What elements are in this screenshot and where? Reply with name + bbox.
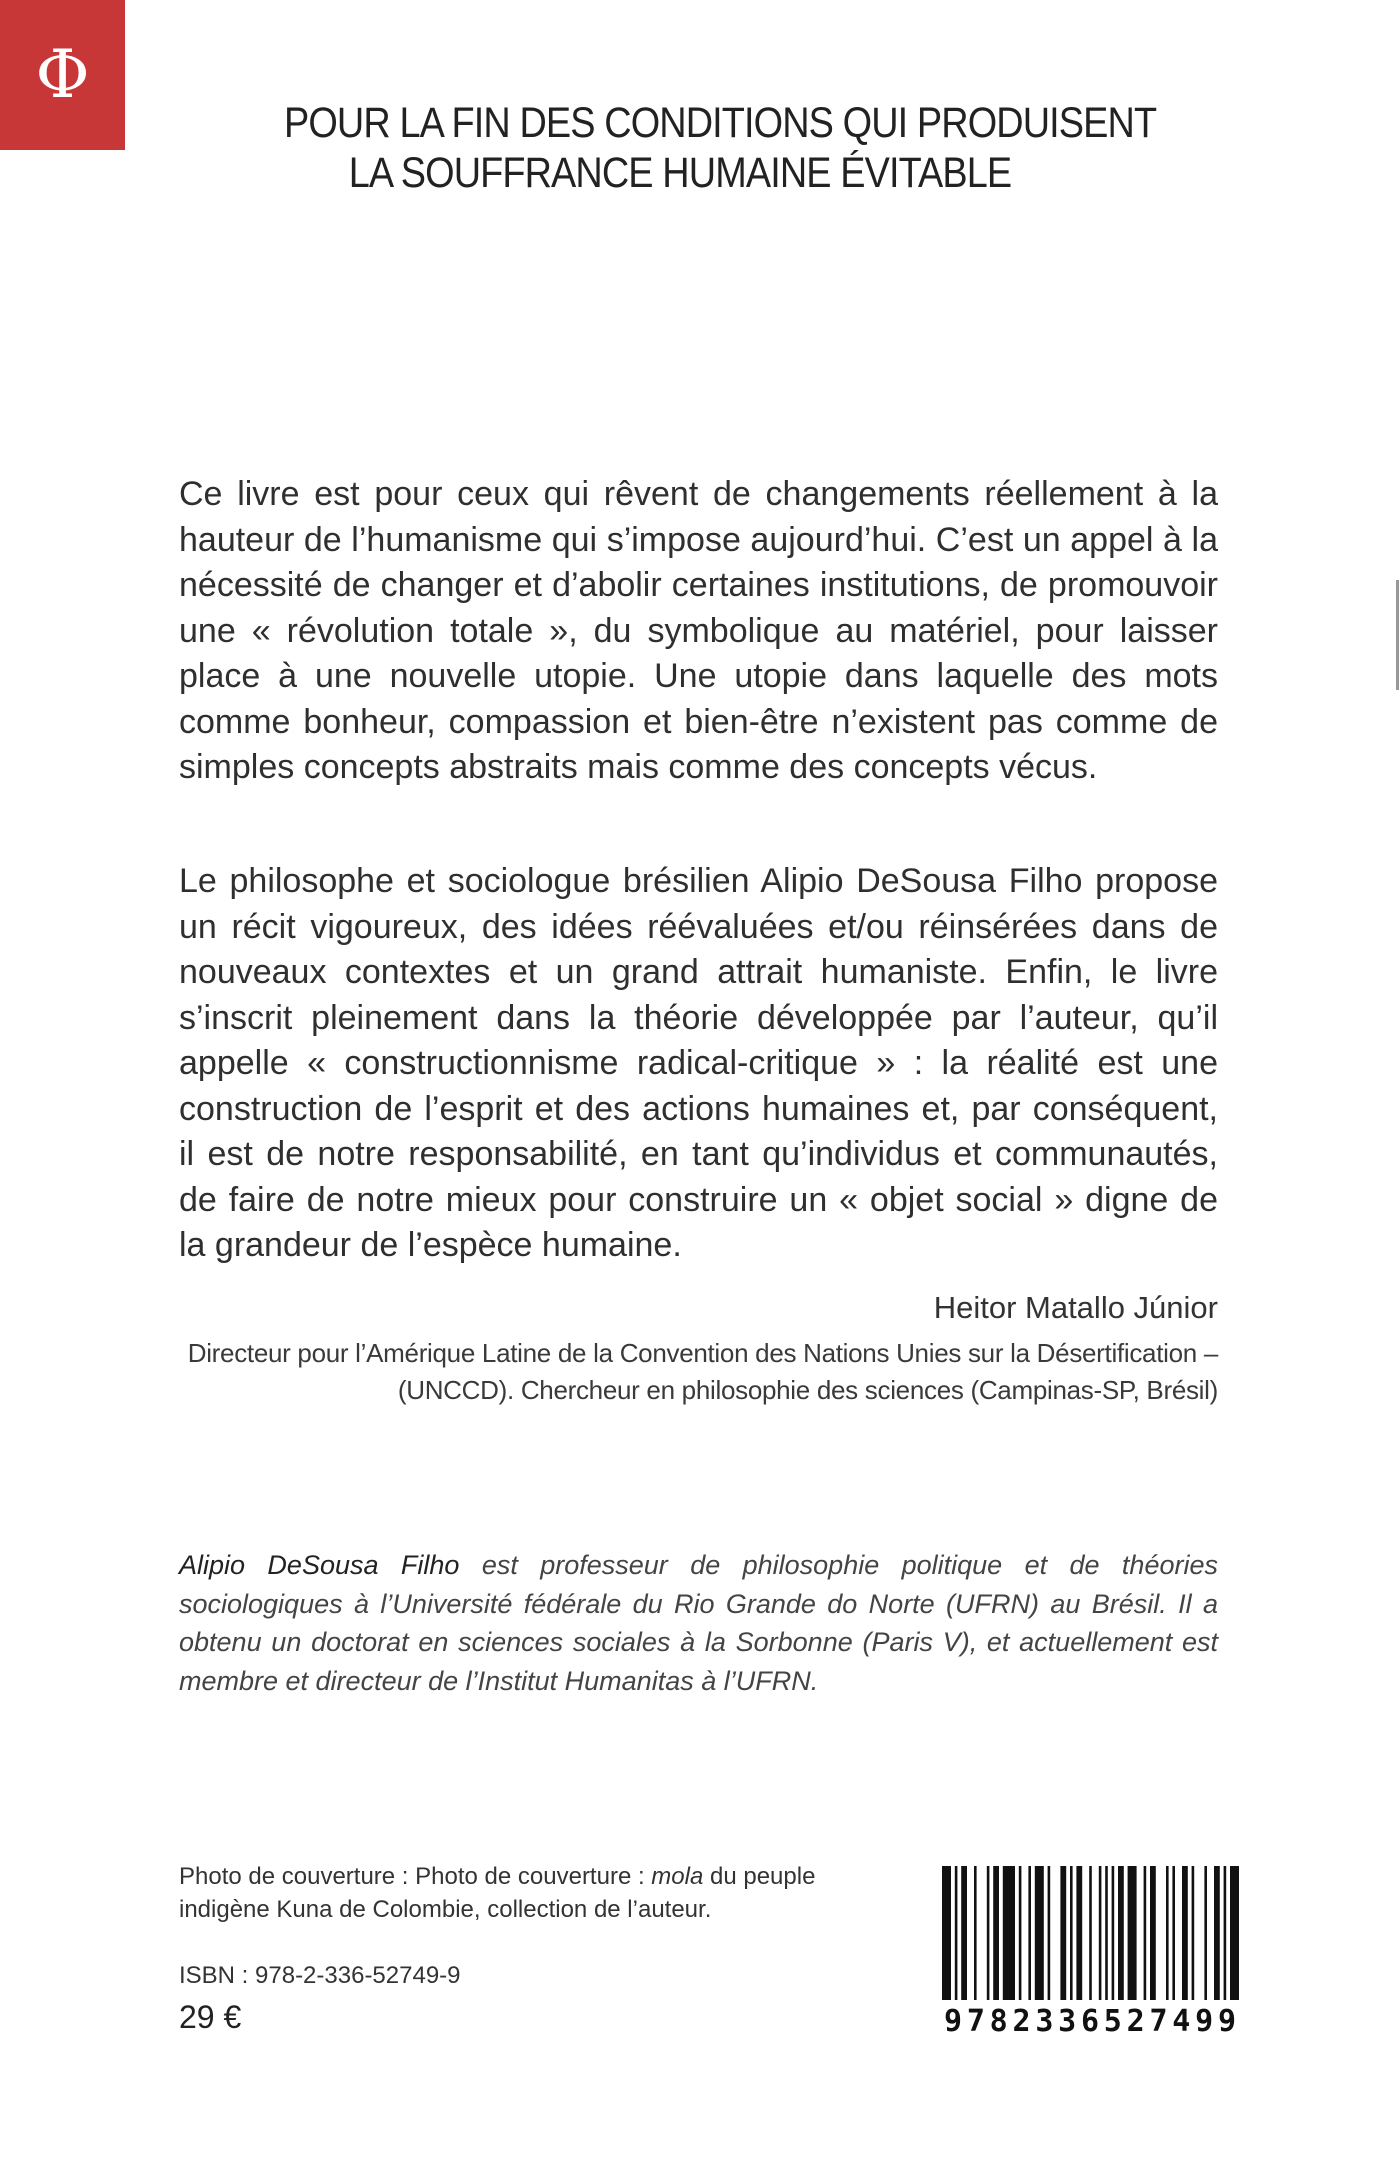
blurb-paragraph-1 bbox=[179, 472, 1218, 791]
cover-photo-credit bbox=[179, 1860, 879, 1926]
barcode-bar bbox=[955, 1866, 958, 2000]
barcode-bar bbox=[1076, 1866, 1082, 2000]
barcode-digit: 5 bbox=[1103, 2004, 1122, 2039]
book-title bbox=[284, 98, 1157, 199]
barcode-digit: 8 bbox=[989, 2004, 1008, 2039]
barcode-bar bbox=[993, 1866, 999, 2000]
isbn: ISBN : 978-2-336-52749-9 bbox=[179, 1962, 461, 1989]
blurb-paragraph-2-text: Le philosophe et sociologue brésilien Alipio DeSousa Filho propose un récit vigoureux, des idées réévaluées et/ou réinsérées dans de nouveaux contextes et un grand attrait humaniste. Enfin, le livre s’inscrit pleinement dans la théorie développée par l’auteur, qu’il appelle « constructionnisme radical-critique » : la réalité est une construction de l’esprit et des actions humaines et, par conséquent, il est de notre responsabilité, en tant qu’individus et communautés, de faire de notre mieux pour construire un « objet social » digne de la grandeur de l’espèce humaine. bbox=[179, 862, 1218, 1264]
barcode-bar bbox=[1150, 1866, 1156, 2000]
barcode-bar bbox=[1128, 1866, 1137, 2000]
author-name: Alipio DeSousa Filho bbox=[179, 1550, 460, 1580]
barcode-bar bbox=[1035, 1866, 1044, 2000]
barcode-bars bbox=[940, 1866, 1240, 2006]
blurb-paragraph-2 bbox=[179, 859, 1218, 1269]
barcode-digit: 7 bbox=[1149, 2004, 1168, 2039]
barcode-digit: 9 bbox=[1217, 2004, 1236, 2039]
price: 29 € bbox=[179, 1999, 242, 2035]
barcode-bar bbox=[1105, 1866, 1108, 2000]
signature-role: Directeur pour l’Amérique Latine de la Convention des Nations Unies sur la Désertification – (UNCCD). Chercheur en philosophie des sciences (Campinas-SP, Brésil) bbox=[187, 1338, 1218, 1405]
author-bio bbox=[179, 1546, 1218, 1700]
barcode-bar bbox=[1204, 1866, 1207, 2000]
barcode-bar bbox=[1166, 1866, 1169, 2000]
barcode bbox=[940, 1866, 1240, 2041]
barcode-digit: 3 bbox=[1035, 2004, 1054, 2039]
barcode-bar bbox=[1214, 1866, 1220, 2000]
barcode-bar bbox=[974, 1866, 977, 2000]
barcode-digit: 2 bbox=[1126, 2004, 1145, 2039]
barcode-digit: 9 bbox=[1195, 2004, 1214, 2039]
barcode-bar bbox=[1192, 1866, 1195, 2000]
barcode-digit: 9 bbox=[944, 2004, 963, 2039]
barcode-bar bbox=[1099, 1866, 1102, 2000]
barcode-bar bbox=[1224, 1866, 1227, 2000]
signature-name: Heitor Matallo Júnior bbox=[933, 1290, 1218, 1325]
title-line-2: LA SOUFFRANCE HUMAINE ÉVITABLE bbox=[348, 149, 1012, 198]
barcode-bar bbox=[1070, 1866, 1073, 2000]
credit-prefix: Photo de couverture : Photo de couverture : bbox=[179, 1863, 652, 1890]
blurb-paragraph-1-text: Ce livre est pour ceux qui rêvent de changements réellement à la hauteur de l’humanisme qui s’impose aujourd’hui. C’est un appel à la nécessité de changer et d’abolir certaines institutions, de promouvoir une « révolution totale », du symbolique au matériel, pour laisser place à une nouvelle utopie. Une utopie dans laquelle des mots comme bonheur, compassion et bien-être n’existent pas comme de simples concepts abstraits mais comme des concepts vécus. bbox=[179, 475, 1218, 786]
barcode-bar bbox=[1028, 1866, 1031, 2000]
barcode-bar bbox=[1144, 1866, 1147, 2000]
barcode-digit: 4 bbox=[1172, 2004, 1191, 2039]
barcode-bar bbox=[961, 1866, 967, 2000]
edge-mark bbox=[1396, 580, 1399, 690]
barcode-digit: 2 bbox=[1012, 2004, 1031, 2039]
barcode-bar bbox=[1089, 1866, 1092, 2000]
author-bio-text: est professeur de philosophie politique et de théories sociologiques à l’Université fédérale du Rio Grande do Norte (UFRN) au Brésil. Il a obtenu un doctorat en sciences sociales à la Sorbonne (Paris V), et actuellement est membre et directeur de l’Institut Humanitas à l’UFRN. bbox=[179, 1550, 1218, 1696]
publisher-logo bbox=[0, 0, 125, 150]
barcode-bar bbox=[1182, 1866, 1188, 2000]
barcode-bar bbox=[942, 1866, 951, 2000]
barcode-digit: 6 bbox=[1080, 2004, 1100, 2039]
barcode-bar bbox=[1112, 1866, 1115, 2000]
barcode-bar bbox=[1003, 1866, 1015, 2000]
barcode-digits bbox=[940, 2004, 1240, 2039]
barcode-bar bbox=[1048, 1866, 1051, 2000]
barcode-bar bbox=[1060, 1866, 1066, 2000]
barcode-bar bbox=[1230, 1866, 1239, 2000]
title-line-1: POUR LA FIN DES CONDITIONS QUI PRODUISENT bbox=[284, 99, 1157, 147]
barcode-bar bbox=[1118, 1866, 1124, 2000]
credit-suffix: du peuple indigène Kuna de Colombie, collection de l’auteur. bbox=[179, 1863, 816, 1923]
barcode-digit: 7 bbox=[966, 2004, 985, 2039]
phi-logo-icon: Φ bbox=[35, 36, 90, 113]
barcode-bar bbox=[1172, 1866, 1175, 2000]
barcode-bar bbox=[1019, 1866, 1022, 2000]
barcode-digit: 3 bbox=[1058, 2004, 1077, 2039]
credit-italic-word: mola bbox=[651, 1863, 704, 1890]
barcode-bar bbox=[987, 1866, 990, 2000]
